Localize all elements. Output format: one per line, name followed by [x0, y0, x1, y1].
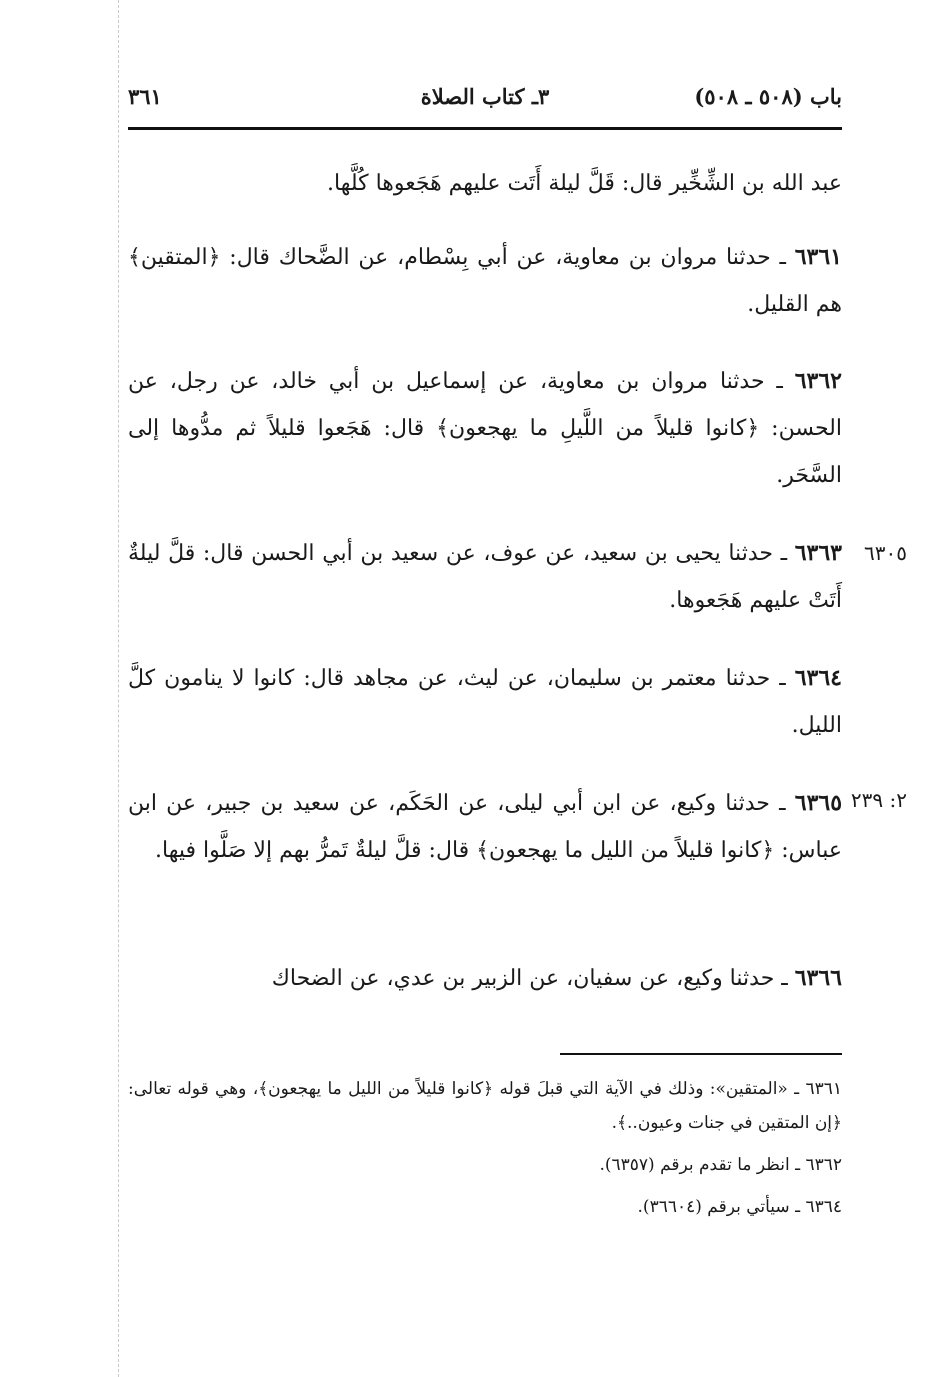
page-header [128, 84, 842, 120]
footnote: ٦٣٦٢ ـ انظر ما تقدم برقم (٦٣٥٧). [599, 1155, 842, 1175]
paragraph [128, 160, 842, 207]
hadith-number: ٦٣٦٣ [794, 540, 842, 566]
hadith-number: ٦٣٦٥ [794, 790, 843, 816]
hadith-text: ـ حدثنا مروان بن معاوية، عن أبي بِسْطام، عن الضَّحاك قال: ﴿المتقين﴾ هم القليل. [128, 245, 842, 317]
hadith-number: ٦٣٦٢ [794, 368, 842, 394]
header-rule [128, 127, 842, 130]
paragraph-text: عبد الله بن الشِّخِّير قال: قَلَّ ليلة أَتَت عليهم هَجَعوها كُلَّها. [327, 171, 842, 196]
footnotes [128, 1072, 842, 1232]
hadith-6366 [128, 955, 842, 1002]
hadith-text: ـ حدثنا مروان بن معاوية، عن إسماعيل بن أبي خالد، عن رجل، عن الحسن: ﴿كانوا قليلاً من اللَّيلِ ما يهجعون﴾ قال: هَجَعوا قليلاً ثم مدُّوها إلى السَّحَر. [128, 369, 842, 488]
hadith-text: ـ حدثنا يحيى بن سعيد، عن عوف، عن سعيد بن أبي الحسن قال: قلَّ ليلةٌ أَتَتْ عليهم هَجَعوها. [128, 541, 842, 613]
page-number: ٣٦١ [128, 84, 162, 109]
hadith-text: ـ حدثنا وكيع، عن ابن أبي ليلى، عن الحَكَم، عن سعيد بن جبير، عن ابن عباس: ﴿كانوا قليلاً من الليل ما يهجعون﴾ قال: قلَّ ليلةٌ تَمرُّ بهم إلا صَلَّوا فيها. [128, 791, 842, 863]
hadith-number: ٦٣٦٤ [794, 665, 842, 691]
footnote: ٦٣٦٤ ـ سيأتي برقم (٣٦٦٠٤). [637, 1197, 842, 1217]
hadith-6363 [128, 530, 842, 624]
hadith-6365 [128, 780, 842, 874]
hadith-text: ـ حدثنا معتمر بن سليمان، عن ليث، عن مجاهد قال: كانوا لا ينامون كلَّ الليل. [128, 666, 842, 738]
hadith-6364 [128, 655, 842, 749]
margin-guide-line [118, 0, 119, 1377]
hadith-text: ـ حدثنا وكيع، عن سفيان، عن الزبير بن عدي، عن الضحاك [271, 966, 788, 991]
hadith-number: ٦٣٦٦ [794, 965, 842, 991]
hadith-6362 [128, 358, 842, 499]
chapter-heading: باب (٥٠٨ ـ ٥٠٨) [694, 84, 842, 109]
book-heading: ٣ـ كتاب الصلاة [420, 84, 550, 109]
margin-reference: ٢: ٢٣٩ [850, 788, 907, 812]
hadith-number: ٦٣٦١ [794, 244, 842, 270]
margin-reference: ٦٣٠٥ [864, 541, 907, 565]
footnote-rule [560, 1053, 842, 1055]
hadith-6361 [128, 234, 842, 328]
footnote: ٦٣٦١ ـ «المتقين»: وذلك في الآية التي قبلَ قوله ﴿كانوا قليلاً من الليل ما يهجعون﴾، وهي قوله تعالى: ﴿إن المتقين في جنات وعيون..﴾. [128, 1079, 842, 1133]
